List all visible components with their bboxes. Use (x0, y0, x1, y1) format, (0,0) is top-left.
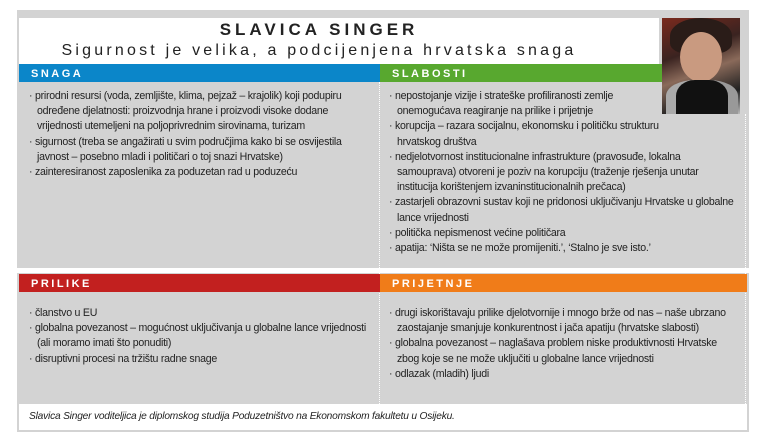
slabosti-list (389, 89, 741, 256)
list-item: · disruptivni procesi na tržištu radne snage (29, 352, 369, 367)
snaga-list (29, 89, 369, 180)
snaga-header: SNAGA (19, 64, 380, 82)
title: SLAVICA SINGER (219, 20, 419, 39)
list-item: · zastarjeli obrazovni sustav koji ne pridonosi uključivanju Hrvatske u globalne lance vrijednosti (389, 195, 741, 225)
list-item: · drugi iskorištavaju prilike djelotvornije i mnogo brže od nas – naše ubrzano zaostajanje smanjuje konkurentnost i jača apatiju (hrvatske slabosti) (389, 306, 741, 336)
prijetnje-list (389, 306, 741, 382)
footer-caption: Slavica Singer voditeljica je diplomskog studija Poduzetništvo na Ekonomskom fakultetu u Osijeku. (19, 404, 747, 430)
list-item: · sigurnost (treba se angažirati u svim područjima kako bi se osvijestila javnost – posebno mladi i političari o toj snazi Hrvatske) (29, 135, 369, 165)
swot-infographic (17, 10, 749, 432)
slabosti-header: SLABOSTI (380, 64, 662, 82)
prijetnje-header: PRIJETNJE (380, 274, 747, 292)
separator (17, 268, 749, 273)
list-item: · nedjelotvornost institucionalne infrastrukture (pravosuđe, lokalna samouprava) otvoreni je poziv na korupciju (traženje rješenja unutar institucija korištenjem izvaninstitucionalnih prečaca) (389, 150, 741, 196)
list-item: · korupcija – razara socijalnu, ekonomsku i političku strukturu hrvatskog društva (389, 119, 661, 149)
list-item: · globalna povezanost – naglašava problem niske produktivnosti Hrvatske zbog koje se ne može uključiti u globalne lance vrijednosti (389, 336, 741, 366)
list-item: · apatija: ‘Ništa se ne može promijeniti.’, ‘Stalno je sve isto.’ (389, 241, 741, 256)
subtitle: Sigurnost je velika, a podcijenjena hrvatska snaga (61, 42, 577, 59)
list-item: · globalna povezanost – mogućnost uključivanja u globalne lance vrijednosti (ali moramo imati što ponuditi) (29, 321, 369, 351)
prilike-header: PRILIKE (19, 274, 380, 292)
list-item: · zainteresiranost zaposlenika za poduzetan rad u poduzeću (29, 165, 369, 180)
list-item: · prirodni resursi (voda, zemljište, klima, pejzaž – krajolik) koji podupiru određene djelatnosti: proizvodnja hrane i proizvodi visoke dodane vrijednosti utemeljeni na poljoprivrednim sirovinama, turizam (29, 89, 369, 135)
list-item: · odlazak (mladih) ljudi (389, 367, 741, 382)
list-item: · članstvo u EU (29, 306, 369, 321)
divider (379, 82, 380, 410)
list-item: · politička nepismenost većine političara (389, 226, 741, 241)
prilike-list (29, 306, 369, 367)
header (19, 18, 659, 68)
divider (745, 114, 746, 404)
list-item: · nepostojanje vizije i strateške profiliranosti zemlje onemogućava reagiranje na prilike i prijetnje (389, 89, 661, 119)
